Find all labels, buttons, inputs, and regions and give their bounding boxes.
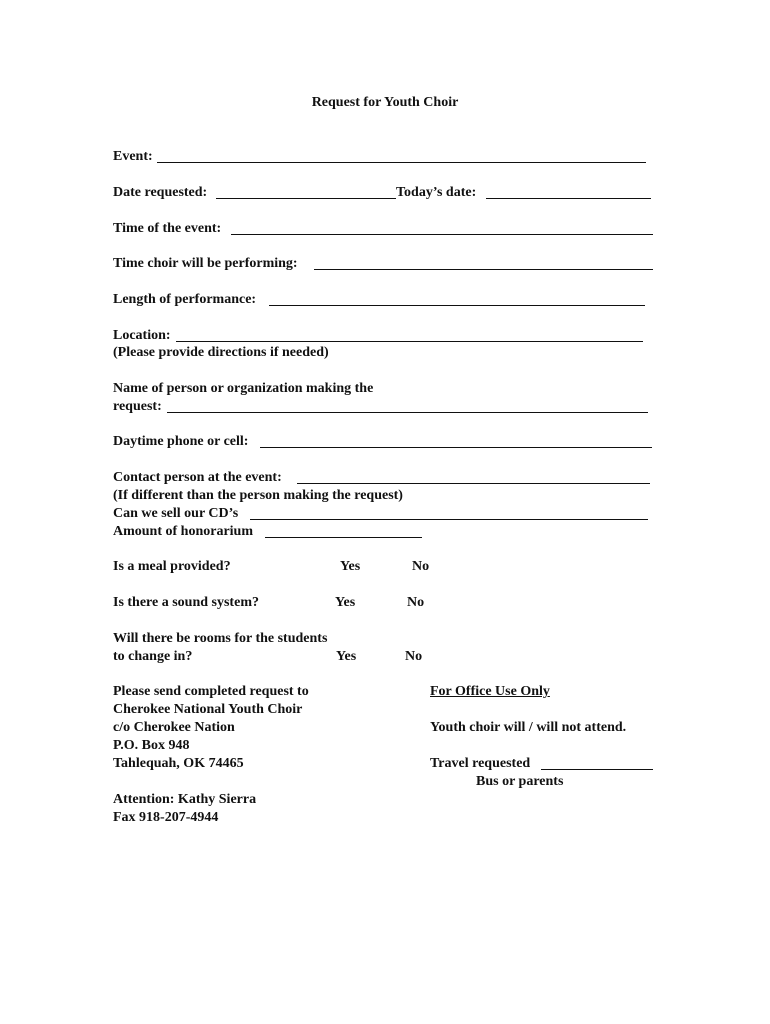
phone-field[interactable] <box>260 447 652 448</box>
meal-question: Is a meal provided? <box>113 559 231 574</box>
contact-label: Contact person at the event: <box>113 470 282 485</box>
sound-no-option[interactable]: No <box>407 595 425 610</box>
event-field[interactable] <box>157 162 646 163</box>
location-note: (Please provide directions if needed) <box>113 345 329 360</box>
meal-yes-option[interactable]: Yes <box>340 559 361 574</box>
attention-line: Attention: Kathy Sierra <box>113 792 257 807</box>
fax-line: Fax 918-207-4944 <box>113 810 219 825</box>
honorarium-field[interactable] <box>265 537 422 538</box>
travel-option: Bus or parents <box>476 774 564 789</box>
mailing-line3: c/o Cherokee Nation <box>113 720 235 735</box>
sell-cds-label: Can we sell our CD’s <box>113 506 239 521</box>
sell-cds-field[interactable] <box>250 519 648 520</box>
honorarium-label: Amount of honorarium <box>113 524 254 539</box>
mailing-line1: Please send completed request to <box>113 684 309 699</box>
date-requested-field[interactable] <box>216 198 396 199</box>
attend-line: Youth choir will / will not attend. <box>430 720 627 735</box>
office-use-heading: For Office Use Only <box>430 684 550 699</box>
location-label: Location: <box>113 328 171 343</box>
rooms-no-option[interactable]: No <box>405 649 423 664</box>
contact-note: (If different than the person making the request) <box>113 488 403 503</box>
todays-date-field[interactable] <box>486 198 651 199</box>
rooms-question-line2: to change in? <box>113 649 193 664</box>
time-of-event-label: Time of the event: <box>113 221 222 236</box>
rooms-yes-option[interactable]: Yes <box>336 649 357 664</box>
time-performing-label: Time choir will be performing: <box>113 256 298 271</box>
mailing-line5: Tahlequah, OK 74465 <box>113 756 244 771</box>
event-label: Event: <box>113 149 153 164</box>
time-performing-field[interactable] <box>314 269 653 270</box>
location-field[interactable] <box>176 341 643 342</box>
date-requested-label: Date requested: <box>113 185 208 200</box>
page-title: Request for Youth Choir <box>311 95 459 110</box>
phone-label: Daytime phone or cell: <box>113 434 249 449</box>
rooms-question-line1: Will there be rooms for the students <box>113 631 328 646</box>
contact-field[interactable] <box>297 483 650 484</box>
meal-no-option[interactable]: No <box>412 559 430 574</box>
requester-label-line2: request: <box>113 399 162 414</box>
sound-question: Is there a sound system? <box>113 595 259 610</box>
length-label: Length of performance: <box>113 292 257 307</box>
sound-yes-option[interactable]: Yes <box>335 595 356 610</box>
length-field[interactable] <box>269 305 645 306</box>
requester-field[interactable] <box>167 412 648 413</box>
mailing-line4: P.O. Box 948 <box>113 738 190 753</box>
travel-label: Travel requested <box>430 756 531 771</box>
travel-field[interactable] <box>541 769 653 770</box>
todays-date-label: Today’s date: <box>396 185 477 200</box>
time-of-event-field[interactable] <box>231 234 653 235</box>
mailing-line2: Cherokee National Youth Choir <box>113 702 303 717</box>
requester-label-line1: Name of person or organization making the <box>113 381 374 396</box>
